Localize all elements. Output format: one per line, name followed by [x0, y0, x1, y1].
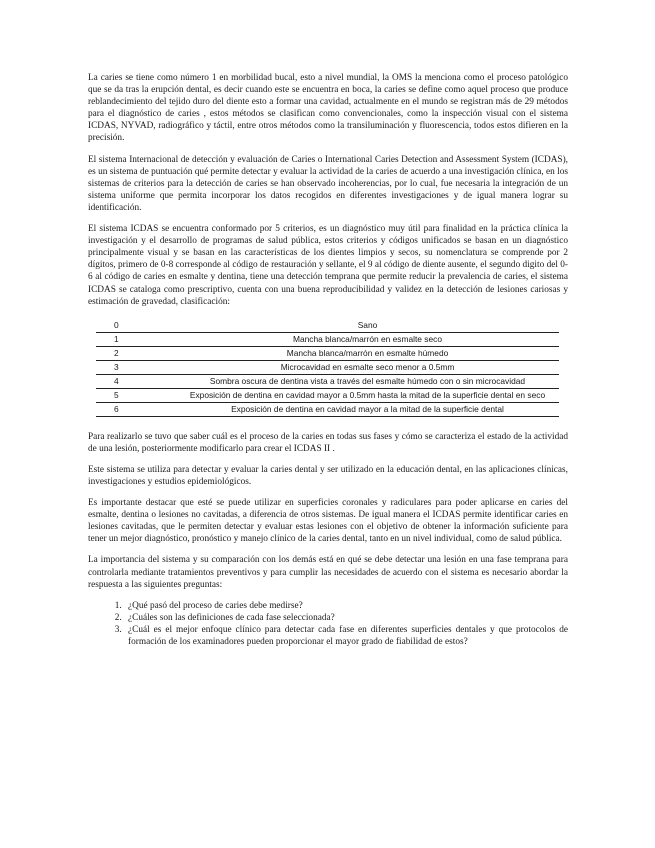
table-cell-code: 1 [96, 332, 176, 346]
document-page [88, 72, 568, 648]
paragraph-icdas-definition: El sistema Internacional de detección y evaluación de Caries o International Caries Detection and Assessment System (ICDAS), es un sistema de puntuación qué permite detectar y evaluar la actividad de la caries de acuerdo a una investigación clínica, en los sistemas de criterios para la detección de caries se han observado incoherencias, por lo cual, fue necesaria la integración de un sistema uniforme que permita incorporar los datos recogidos en diferentes investigaciones y de igual manera lograr su identificación. [88, 154, 568, 213]
table-row [96, 346, 559, 360]
table-cell-description: Exposición de dentina en cavidad mayor a la mitad de la superficie dental [176, 402, 559, 416]
paragraph-surfaces: Es importante destacar que esté se puede utilizar en superficies coronales y radiculares para poder aplicarse en caries del esmalte, dentina o lesiones no cavitadas, a diferencia de otros sistemas. De igual manera el ICDAS permite identificar caries en lesiones cavitadas, que le permiten detectar y evaluar estas lesiones con el objetivo de obtener la información suficiente para tener un mejor diagnóstico, pronóstico y manejo clínico de la caries dental, tanto en un nivel individual, como de salud pública. [88, 498, 568, 545]
table-cell-description: Mancha blanca/marrón en esmalte seco [176, 332, 559, 346]
table-cell-description: Microcavidad en esmalte seco menor a 0.5mm [176, 360, 559, 374]
list-item: 1. ¿Qué pasó del proceso de caries debe medirse? [124, 600, 568, 612]
table-cell-description: Exposición de dentina en cavidad mayor a 0.5mm hasta la mitad de la superficie dental en seco [176, 388, 559, 402]
questions-list [88, 600, 568, 648]
paragraph-importance: La importancia del sistema y su comparación con los demás está en qué se debe detectar una lesión en una fase temprana para controlarla mediante tratamientos preventivos y para cumplir las necesidades de acuerdo con el sistema es necesario abordar la respuesta a las siguientes preguntas: [88, 555, 568, 590]
table-row [96, 402, 559, 416]
table-cell-description: Sano [357, 319, 378, 330]
table-cell-description: Sombra oscura de dentina vista a través del esmalte húmedo con o sin microcavidad [176, 374, 559, 388]
table-row [96, 319, 559, 333]
table-row [96, 388, 559, 402]
paragraph-icdas-ii: Para realizarlo se tuvo que saber cuál es el proceso de la caries en todas sus fases y cómo se caracteriza el estado de la actividad de una lesión, posteriormente modificarlo para crear el ICDAS II . [88, 431, 568, 454]
table-cell-description: Mancha blanca/marrón en esmalte húmedo [176, 346, 559, 360]
table-row [96, 374, 559, 388]
table-cell-code: 3 [96, 360, 176, 374]
table-row [96, 360, 559, 374]
paragraph-system-uses: Este sistema se utiliza para detectar y evaluar la caries dental y ser utilizado en la educación dental, en las aplicaciones clínicas, investigaciones y estudios epidemiológicos. [88, 464, 568, 487]
paragraph-icdas-criteria: El sistema ICDAS se encuentra conformado por 5 criterios, es un diagnóstico muy útil para finalidad en la práctica clínica la investigación y el desarrollo de programas de salud pública, estos criterios y códigos unificados se basan en un diagnóstico principalmente visual y se basan en las características de los dientes limpios y secos, su nomenclatura se comprende por 2 dígitos, primero de 0-8 corresponde al código de restauración y sellante, el 9 al código de diente ausente, el segundo digito del 0-6 al código de caries en esmalte y dentina, tiene una detección temprana que permite reducir la prevalencia de caries, el sistema ICDAS se cataloga como prescriptivo, cuenta con una buena reproducibilidad y validez en la detección de lesiones cariosas y estimación de gravedad, clasificación: [88, 224, 568, 307]
list-item: 2. ¿Cuáles son las definiciones de cada fase seleccionada? [124, 612, 568, 624]
paragraph-caries-intro: La caries se tiene como número 1 en morbilidad bucal, esto a nivel mundial, la OMS la menciona como el proceso patológico que se da tras la erupción dental, es decir cuando este se encuentra en boca, la caries se define como aquel proceso que produce reblandecimiento del tejido duro del diente esto a formar una cavidad, actualmente en el mundo se registran más de 29 métodos para el diagnóstico de caries , estos métodos se clasifican como convencionales, como la inspección visual con el sistema ICDAS, NYVAD, radiográfico y táctil, entre otros métodos como la transiluminación y fluorescencia, todos estos difieren en la precisión. [88, 73, 568, 144]
list-item: 3. ¿Cuál es el mejor enfoque clínico para detectar cada fase en diferentes superficies dentales y que protocolos de formación de los examinadores pueden proporcionar el mayor grado de fiabilidad de estos? [124, 624, 568, 648]
table-row [96, 332, 559, 346]
table-cell-code: 0 [114, 319, 119, 330]
table-cell-code: 5 [96, 388, 176, 402]
icdas-classification-table [96, 319, 559, 417]
icdas-table-container [88, 319, 568, 417]
table-cell-code: 2 [96, 346, 176, 360]
table-cell-code: 6 [96, 402, 176, 416]
table-cell-code: 4 [96, 374, 176, 388]
